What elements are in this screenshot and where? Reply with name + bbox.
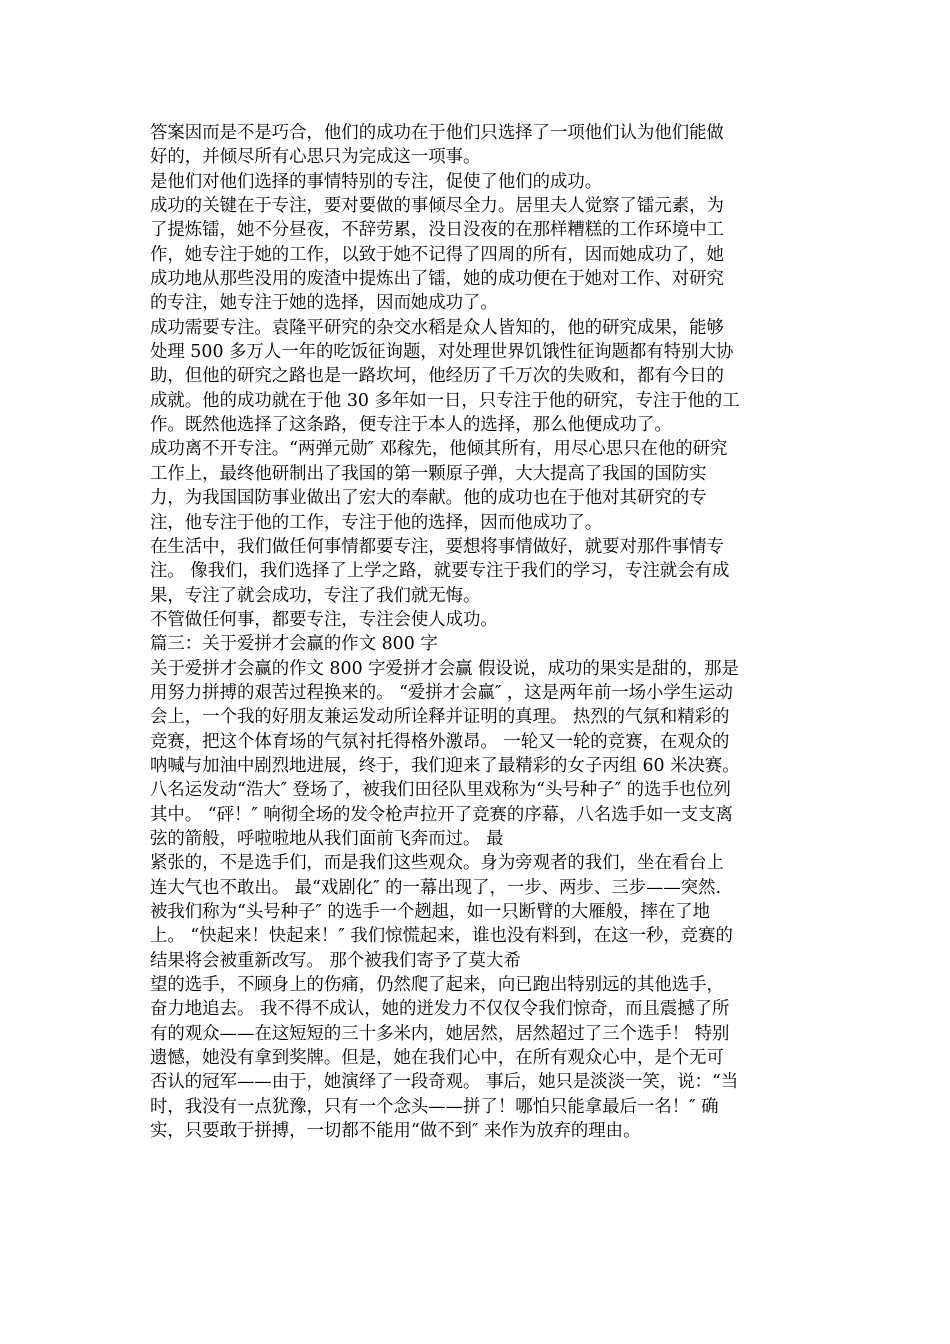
- text-line: 在生活中，我们做任何事情都要专注，要想将事情做好，就要对那件事情专: [150, 536, 724, 557]
- text-line: 成就。他的成功就在于他 30 多年如一日，只专注于他的研究，专注于他的工: [150, 390, 740, 411]
- text-line: 否认的冠军——由于，她演绎了一段奇观。 事后，她只是淡淡一笑，说：“当: [150, 1072, 739, 1093]
- text-line: 不管做任何事，都要专注，专注会使人成功。: [150, 609, 498, 630]
- text-line: 会上，一个我的好朋友兼运发动所诠释并证明的真理。 热烈的气氛和精彩的: [150, 707, 730, 728]
- document-body: [150, 121, 810, 1143]
- text-line: 弦的箭般，呼啦啦地从我们面前飞奔而过。 最: [150, 828, 504, 849]
- text-line: 关于爱拼才会赢的作文 800 字爱拼才会赢 假设说，成功的果实是甜的，那是: [150, 658, 739, 679]
- text-line: 有的观众——在这短短的三十多米内，她居然，居然超过了三个选手！ 特别: [150, 1023, 730, 1044]
- text-line: 助，但他的研究之路也是一路坎坷，他经历了千万次的失败和，都有今日的: [150, 366, 724, 387]
- text-line: 成功离不开专注。“两弹元勋″ 邓稼先，他倾其所有，用尽心思只在他的研究: [150, 439, 728, 460]
- text-line: 遗憾，她没有拿到奖牌。但是，她在我们心中，在所有观众心中，是个无可: [150, 1048, 724, 1069]
- text-line: 成功的关键在于专注，要对要做的事倾尽全力。居里夫人觉察了镭元素，为: [150, 196, 724, 217]
- text-line: 好的，并倾尽所有心思只为完成这一项事。: [150, 147, 481, 168]
- text-line: 实，只要敢于拼搏，一切都不能用“做不到″ 来作为放弃的理由。: [150, 1121, 641, 1142]
- text-line: 成功地从那些没用的废渣中提炼出了镭，她的成功便在于她对工作、对研究: [150, 269, 724, 290]
- text-line: 处理 500 多万人一年的吃饭征询题，对处理世界饥饿性征询题都有特别大协: [150, 342, 734, 363]
- text-line: 注，他专注于他的工作，专注于他的选择，因而他成功了。: [150, 512, 603, 533]
- text-line: 呐喊与加油中剧烈地进展，终于，我们迎来了最精彩的女子丙组 60 米决赛。: [150, 755, 740, 776]
- text-line: 工作上，最终他研制出了我国的第一颗原子弹，大大提高了我国的国防实: [150, 463, 707, 484]
- text-line: 上。 “快起来！快起来！″ 我们惊慌起来，谁也没有料到，在这一秒，竞赛的: [150, 926, 733, 947]
- text-line: 作，她专注于她的工作，以致于她不记得了四周的所有，因而她成功了，她: [150, 244, 724, 265]
- text-line: 望的选手，不顾身上的伤痛，仍然爬了起来，向已跑出特别远的其他选手，: [150, 975, 724, 996]
- text-line: 的专注，她专注于她的选择，因而她成功了。: [150, 293, 498, 314]
- text-line: 奋力地追去。 我不得不成认，她的迸发力不仅仅令我们惊奇，而且震撼了所: [150, 999, 730, 1020]
- text-line: 力，为我国国防事业做出了宏大的奉献。他的成功也在于他对其研究的专: [150, 488, 707, 509]
- text-line: 八名运发动“浩大″ 登场了，被我们田径队里戏称为“头号种子″ 的选手也位列: [150, 780, 731, 801]
- text-line: 被我们称为“头号种子″ 的选手一个趔趄，如一只断臂的大雁般，摔在了地: [150, 902, 711, 922]
- text-line: 竞赛，把这个体育场的气氛衬托得格外激昂。 一轮又一轮的竞赛，在观众的: [150, 731, 730, 752]
- text-line: 连大气也不敢出。 最“戏剧化″ 的一幕出现了，一步、两步、三步——突然.: [150, 877, 722, 898]
- text-line: 成功需要专注。袁隆平研究的杂交水稻是众人皆知的，他的研究成果，能够: [150, 317, 724, 338]
- text-line: 注。 像我们，我们选择了上学之路，就要专注于我们的学习，专注就会有成: [150, 561, 730, 582]
- section-heading: 篇三：关于爱拼才会赢的作文 800 字: [150, 634, 438, 655]
- text-line: 了提炼镭，她不分昼夜，不辞劳累，没日没夜的在那样糟糕的工作环境中工: [150, 220, 724, 241]
- text-line: 用努力拼搏的艰苦过程换来的。 “爱拼才会赢″ ，这是两年前一场小学生运动: [150, 682, 733, 703]
- text-line: 答案因而是不是巧合，他们的成功在于他们只选择了一项他们认为他们能做: [150, 123, 724, 143]
- text-line: 果，专注了就会成功，专注了我们就无悔。: [150, 585, 481, 606]
- text-line: 时，我没有一点犹豫，只有一个念头——拼了！哪怕只能拿最后一名！″ 确: [150, 1096, 719, 1117]
- text-line: 作。既然他选择了这条路，便专注于本人的选择，那么他便成功了。: [150, 415, 672, 436]
- text-line: 结果将会被重新改写。 那个被我们寄予了莫大希: [150, 950, 521, 971]
- text-line: 是他们对他们选择的事情特别的专注，促使了他们的成功。: [150, 171, 603, 192]
- text-line: 紧张的，不是选手们，而是我们这些观众。身为旁观者的我们，坐在看台上: [150, 853, 724, 874]
- text-line: 其中。 “砰！″ 响彻全场的发令枪声拉开了竞赛的序幕，八名选手如一支支离: [150, 804, 733, 825]
